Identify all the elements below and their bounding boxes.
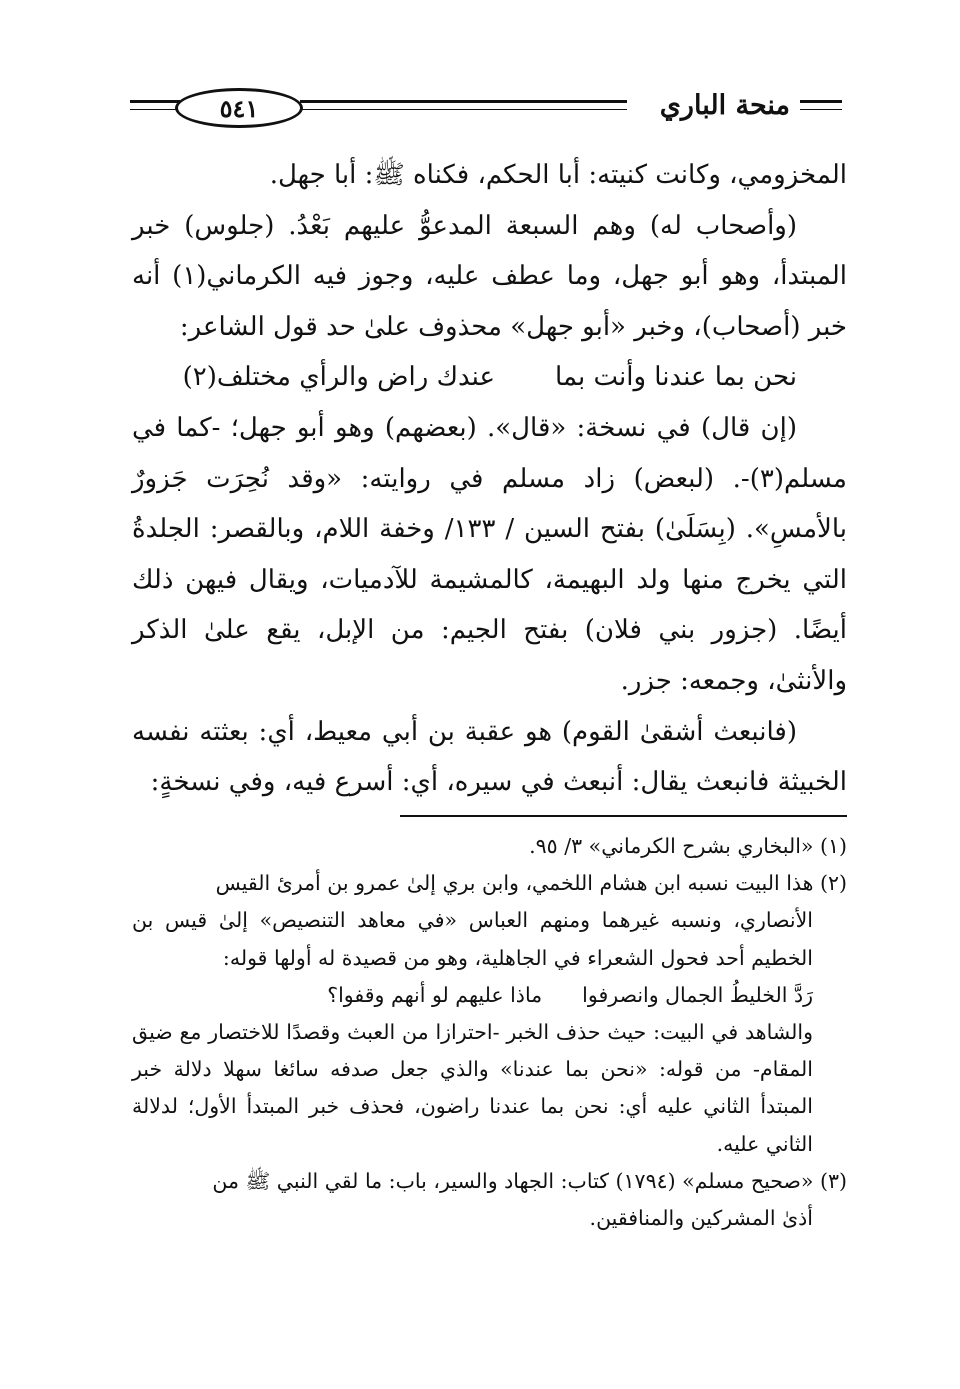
header-rule-right-top — [800, 100, 842, 103]
paragraph: (وأصحاب له) وهم السبعة المدعوُّ عليهم بَعْدُ. (جلوس) خبر المبتدأ، وهو أبو جهل، وما عطف عليه، وجوز فيه الكرماني(١) أنه خبر (أصحاب)، وخبر «أبو جهل» محذوف علىٰ حد قول الشاعر: — [132, 210, 848, 342]
verse-hemistich-second: ماذا عليهم لو أنهم وقفوا؟ — [327, 982, 543, 1007]
footnotes — [132, 828, 847, 1237]
footnote-poetry-verse — [132, 977, 847, 1014]
book-title: منحة الباري — [659, 90, 790, 121]
header-rule-left-outer — [130, 100, 180, 103]
footnote-3-continuation: أذىٰ المشركين والمنافقين. — [589, 1206, 813, 1231]
footnote-2-explanation: والشاهد في البيت: حيث حذف الخبر -احترازا من العبث وقصدًا للاختصار مع ضيق المقام- من قوله: «نحن بما عندنا» والذي جعل صدفه سائغا سهلا دلالة خبر المبتدأ الثاني عليه أي: نحن بما عندنا راضون، فحذف خبر المبتدأ الأول؛ لدلالة الثاني عليه. — [132, 1020, 813, 1156]
footnote-1: (١) «البخاري بشرح الكرماني» ٣/ ٩٥. — [529, 834, 847, 858]
poetry-verse — [132, 352, 847, 403]
footnote-2: (٢) هذا البيت نسبه ابن هشام اللخمي، وابن بري إلىٰ عمرو بن أمرئ القيس — [215, 871, 847, 896]
page-header — [130, 80, 842, 140]
footnote-3: (٣) «صحيح مسلم» (١٧٩٤) كتاب: الجهاد والسير، باب: ما لقي النبي ﷺ من — [212, 1168, 847, 1193]
verse-hemistich-second: عندك راض والرأي مختلف(٢) — [182, 362, 496, 393]
header-rule-left-inner — [130, 109, 180, 110]
paragraph: (إن قال) في نسخة: «قال». (بعضهم) وهو أبو جهل؛ -كما في مسلم(٣)-. (لبعض) زاد مسلم في روايته: «وقد نُحِرَت جَزورٌ بالأمسِ». (بِسَلَىٰ) بفتح السين / ١٣٣/ وخفة اللام، وبالقصر: الجلدةُ التي يخرج منها ولد البهيمة، كالمشيمة للآدميات، ويقال فيهن ذلك أيضًا. (جزور بني فلان) بفتح الجيم: من الإبل، يقع علىٰ الذكر والأنثىٰ، وجمعه: جزر. — [132, 412, 847, 696]
verse-hemistich-first: نحن بما عندنا وأنت بما — [555, 362, 797, 393]
footnote-2-continuation: الأنصاري، ونسبه غيرهما ومنهم العباس «في معاهد التنصيص» إلىٰ قيس بن الخطيم أحد فحول الشعراء في الجاهلية، وهو من قصيدة له أولها قوله: — [132, 908, 813, 970]
header-rule-mid-bottom — [300, 109, 627, 110]
paragraph: المخزومي، وكانت كنيته: أبا الحكم، فكناه ﷺ: أبا جهل. — [269, 160, 847, 190]
footnote-separator — [400, 815, 847, 817]
paragraph: (فانبعث أشقىٰ القوم) هو عقبة بن أبي معيط، أي: بعثته نفسه الخبيثة فانبعث يقال: أنبعث في سيره، أي: أسرع فيه، وفي نسخةٍ: — [132, 716, 847, 798]
header-rule-mid-top — [300, 100, 627, 103]
verse-hemistich-first: رَدَّ الخليطُ الجمال وانصرفوا — [582, 982, 813, 1007]
header-rule-right-bottom — [800, 109, 842, 110]
page-number: ٥٤١ — [175, 88, 303, 128]
main-text — [132, 150, 847, 808]
